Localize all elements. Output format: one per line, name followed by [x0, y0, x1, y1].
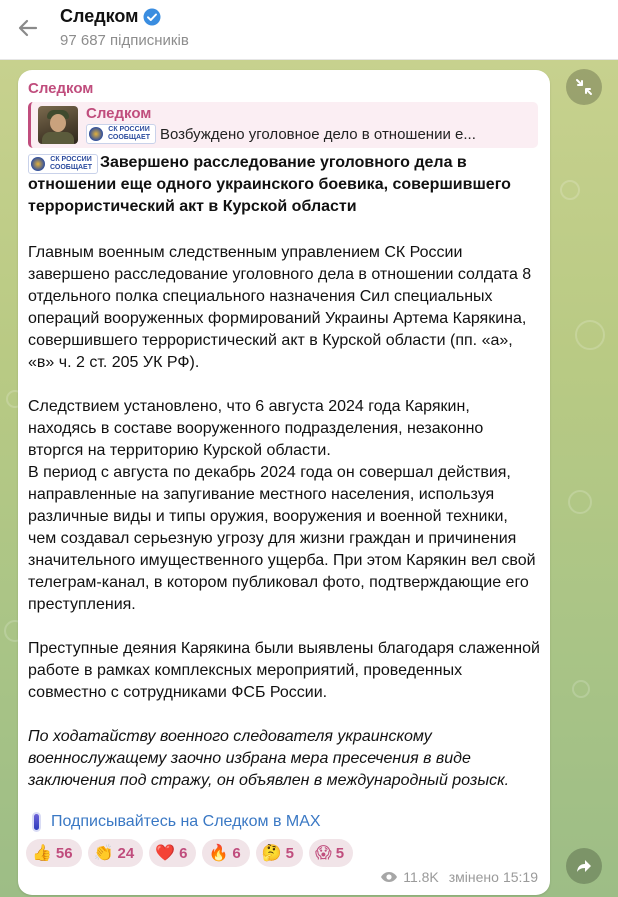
message-sender[interactable]: Следком: [28, 80, 94, 97]
reaction-heart[interactable]: [149, 839, 196, 867]
message-headline: [28, 152, 540, 218]
paragraph-3: В период с августа по декабрь 2024 года он совершал действия, направленные на запугивание местного населения, используя различные виды и типы оружия, вооружения и военной техники, чем создавал серьезную угрозу для жизни граждан и причинения значительного имущественного ущерба. При этом Карякин вел свой телеграм-канал, в котором публиковал фото, подтверждающие его преступления.: [28, 464, 536, 613]
thinking-icon: 🤔: [261, 845, 282, 862]
reply-logo-text: СК РОССИИ СООБЩАЕТ: [108, 126, 150, 141]
link-text: Подписывайтесь на Следком в MAX: [51, 813, 321, 830]
verified-icon: [143, 8, 161, 26]
paragraph-2: Следствием установлено, что 6 августа 2024 года Карякин, находясь в составе вооруженного подразделения, незаконно вторгся на территорию Курской области.: [28, 398, 484, 459]
clap-icon: 👏: [93, 845, 114, 862]
reaction-fire[interactable]: [202, 839, 249, 867]
heart-icon: ❤️: [155, 845, 176, 862]
reaction-count: 5: [285, 844, 295, 862]
forward-arrow-icon: [575, 857, 593, 875]
message-bubble: [18, 70, 550, 895]
scream-icon: 😱: [315, 845, 332, 862]
forward-button[interactable]: [566, 848, 602, 884]
reaction-count: 56: [55, 844, 73, 862]
reaction-clap[interactable]: [88, 839, 144, 867]
paragraph-1: Главным военным следственным управлением СК России завершено расследование уголовного дела в отношении солдата 8 отдельного полка специального назначения Сил специальных операций вооруженных формирований Украины Артема Карякина, совершившего террористический акт в Курской области (пп. «а», «в» ч. 2 ст. 205 УК РФ).: [28, 244, 532, 371]
reaction-count: 5: [335, 844, 345, 862]
eye-icon: [380, 871, 398, 883]
message-time: 15:19: [502, 869, 538, 885]
reply-text: Возбуждено уголовное дело в отношении е...: [160, 125, 476, 143]
reply-title: Следком: [86, 105, 152, 122]
sk-logo-icon: [28, 154, 98, 174]
view-count: 11.8K: [403, 869, 439, 885]
reaction-count: 6: [232, 844, 241, 862]
fire-icon: 🔥: [208, 845, 229, 862]
collapse-button[interactable]: [566, 69, 602, 105]
message-meta: [380, 869, 538, 885]
reaction-thinking[interactable]: [256, 839, 303, 867]
channel-header: [0, 0, 618, 60]
sk-logo-icon: [86, 124, 156, 144]
thumbs-up-icon: 👍: [32, 845, 52, 862]
reply-preview[interactable]: [28, 102, 538, 148]
collapse-arrows-icon: [575, 78, 593, 96]
reaction-count: 24: [117, 844, 135, 862]
back-button[interactable]: [14, 14, 42, 42]
edited-label: змінено: [448, 869, 499, 885]
reaction-scream[interactable]: [309, 839, 353, 867]
headline-logo-text: СК РОССИИ СООБЩАЕТ: [50, 156, 92, 171]
paragraph-5: По ходатайству военного следователя украинскому военнослужащему заочно избрана мера пресечения в виде заключения под стражу, он объявлен в международный розыск.: [28, 728, 510, 789]
reaction-thumbs-up[interactable]: [26, 839, 82, 867]
reply-text-line: [86, 124, 476, 144]
max-subscribe-link[interactable]: [32, 812, 321, 832]
reply-avatar: [38, 106, 78, 144]
arrow-left-icon: [17, 17, 39, 39]
channel-name: Следком: [60, 6, 139, 26]
subscriber-count: 97 687 підписників: [60, 32, 189, 49]
reactions-bar: [26, 839, 359, 867]
headline-text: Завершено расследование уголовного дела в отношении еще одного украинского боевика, совершившего террористический акт в Курской области: [28, 154, 511, 215]
channel-title[interactable]: [60, 6, 161, 27]
reaction-count: 6: [179, 844, 188, 862]
max-icon: [32, 812, 41, 832]
paragraph-4: Преступные деяния Карякина были выявлены благодаря слаженной работе в рамках комплексных мероприятий, проведенных совместно с сотрудниками ФСБ России.: [28, 640, 540, 701]
